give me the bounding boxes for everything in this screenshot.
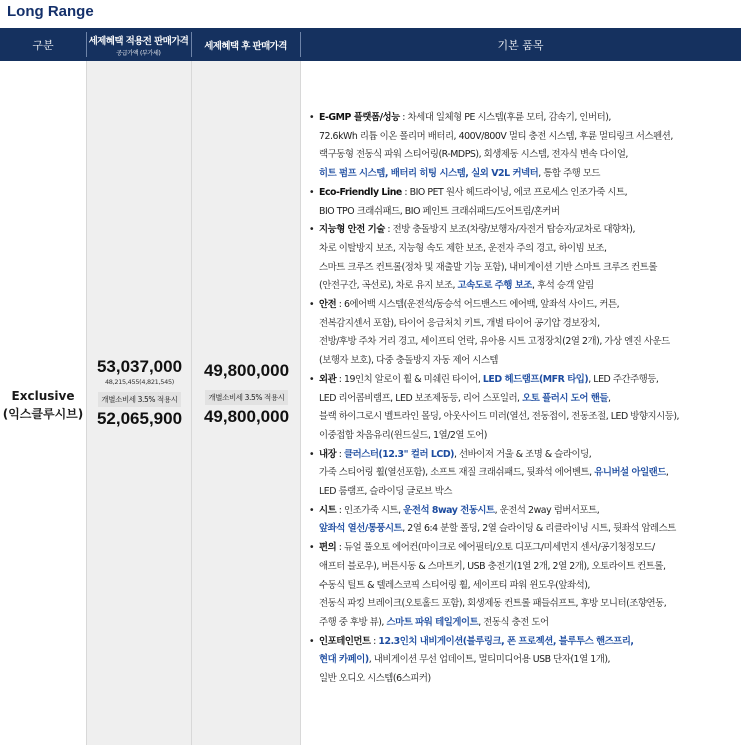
feature-text: 수동식 틸트 & 텔레스코픽 스티어링 휠, 세이프티 파워 윈도우(앞좌석),: [319, 579, 590, 591]
bullet-icon: •: [309, 635, 315, 647]
feature-text: , 2열 6:4 분할 폴딩, 2열 슬라이딩 & 리클라이닝 시트, 뒷좌석 암레스트: [402, 523, 676, 535]
feature-highlight: 고속도로 주행 보조: [457, 280, 533, 292]
feature-text: 인조가죽 시트,: [344, 504, 404, 516]
feature-separator: :: [336, 504, 344, 516]
feature-title: 지능형 안전 기술: [319, 224, 385, 236]
feature-text: ,: [665, 467, 669, 479]
feature-text: , 선바이저 거울 & 조명 & 슬라이딩,: [454, 448, 592, 460]
feature-item: [309, 109, 737, 184]
price-before-block: [87, 357, 192, 429]
feature-line: [319, 371, 737, 390]
bullet-icon: •: [309, 542, 315, 554]
feature-separator: :: [336, 448, 344, 460]
feature-title: 내장: [319, 448, 337, 460]
feature-separator: :: [336, 373, 344, 385]
feature-line: [319, 333, 737, 352]
feature-text: , 운전석 2way 럼버서포트,: [494, 504, 600, 516]
trim-name-kr: (익스클루시브): [2, 407, 84, 421]
feature-title: 편의: [319, 542, 337, 554]
feature-line: [319, 315, 737, 334]
feature-text: , 통합 주행 모드: [538, 168, 601, 180]
feature-text: , 내비게이션 무선 업데이트, 멀티미디어용 USB 단자(1열 1개),: [368, 654, 611, 666]
feature-line: [319, 390, 737, 409]
feature-highlight: LED 헤드램프(MFR 타입): [482, 373, 589, 385]
feature-item: [309, 539, 737, 633]
feature-text: , 전동식 충전 도어: [478, 616, 549, 628]
trim-name-en: Exclusive: [11, 389, 75, 403]
feature-separator: :: [384, 224, 393, 236]
feature-highlight: 오토 플러시 도어 핸들: [522, 392, 609, 404]
feature-line: [319, 221, 737, 240]
feature-title: 시트: [319, 504, 337, 516]
feature-text: BIO TPO 크래쉬패드, BIO 페인트 크래쉬패드/도어트림/혼커버: [319, 205, 560, 217]
feature-highlight: 앞좌석 열선/통풍시트: [319, 523, 403, 535]
header-price-before: [86, 28, 191, 61]
feature-line: [319, 352, 737, 371]
feature-text: 애프터 블로우), 버튼시동 & 스마트키, USB 충전기(1열 2개, 2열 2개), 오토라이트 컨트롤,: [319, 560, 666, 572]
header-price-after: 세제혜택 후 판매가격: [204, 40, 287, 52]
feature-separator: :: [336, 299, 344, 311]
feature-highlight: 히트 펌프 시스템, 배터리 히팅 시스템, 실외 V2L 커넥터: [319, 168, 539, 180]
header-price-main: 세제혜택 적용전 판매가격: [88, 35, 189, 47]
feature-title: 안전: [319, 299, 337, 311]
bullet-icon: •: [309, 299, 315, 311]
feature-list: [309, 109, 737, 689]
feature-text: 듀얼 풀오토 에어컨(마이크로 에어필터/오토 디포그/미세먼지 센서/공기청정모드/: [344, 542, 655, 554]
section-title: Long Range: [7, 3, 94, 20]
feature-text: 이중접합 차음유리(윈드실드, 1열/2열 도어): [319, 429, 487, 441]
feature-title: E-GMP 플랫폼/성능: [319, 112, 400, 123]
tax-note-after: 개별소비세 3.5% 적용시: [205, 390, 287, 405]
feature-text: , 후석 승객 알림: [532, 280, 594, 292]
feature-text: 랙구동형 전동식 파워 스티어링(R-MDPS), 회생제동 시스템, 전자식 변속 다이얼,: [319, 149, 628, 161]
feature-text: 차세대 일체형 PE 시스템(후륜 모터, 감속기, 인버터),: [407, 112, 611, 123]
feature-line: [319, 633, 737, 652]
feature-text: 전방/후방 주차 거리 경고, 세이프티 언락, 유아용 시트 고정장치(2열 2개), 가상 엔진 사운드: [319, 336, 670, 348]
feature-text: 19인치 알로이 휠 & 미쉐린 타이어,: [344, 373, 483, 385]
feature-line: [319, 670, 737, 689]
feature-separator: :: [336, 542, 344, 554]
feature-line: [319, 483, 737, 502]
bullet-icon: •: [309, 373, 315, 385]
trim-name: [0, 387, 86, 423]
supply-price: 48,215,455(4,821,545): [104, 378, 175, 386]
feature-line: [319, 502, 737, 521]
header-category: 구분: [32, 38, 54, 52]
feature-item: [309, 633, 737, 689]
feature-text: 차로 이탈방지 보조, 지능형 속도 제한 보조, 운전자 주의 경고, 하이빔 보조,: [319, 242, 607, 254]
trim-category-cell: [0, 61, 86, 745]
feature-highlight: 12.3인치 내비게이션(블루링크, 폰 프로젝션, 블루투스 핸즈프리,: [378, 635, 634, 647]
bullet-icon: •: [309, 112, 315, 123]
price-before-cell: [86, 61, 192, 745]
feature-line: [319, 277, 737, 296]
tax-note: 개별소비세 3.5% 적용시: [98, 392, 180, 407]
bullet-icon: •: [309, 224, 315, 236]
price-before-tax35-value: 52,065,900: [96, 409, 183, 428]
feature-item: [309, 371, 737, 446]
feature-item: [309, 446, 737, 502]
feature-line: [319, 109, 737, 128]
feature-highlight: 유니버설 아일랜드: [594, 467, 666, 479]
feature-title: Eco-Friendly Line: [319, 186, 402, 198]
price-after-block: [192, 361, 301, 427]
basic-items-cell: [300, 61, 741, 745]
header-price-sub: 공급가액 (부가세): [116, 49, 161, 57]
feature-line: [319, 595, 737, 614]
feature-line: [319, 464, 737, 483]
feature-text: LED 룸램프, 슬라이딩 글로브 박스: [319, 486, 452, 498]
feature-title: 외관: [319, 373, 337, 385]
price-after-cell: [191, 61, 301, 745]
feature-highlight: 스마트 파워 테일게이트: [386, 616, 479, 628]
feature-separator: :: [370, 635, 379, 647]
table-header: [0, 28, 741, 61]
feature-text: 전동식 파킹 브레이크(오토홀드 포함), 회생제동 컨트롤 패들쉬프트, 후방 모니터(조향연동,: [319, 598, 667, 610]
feature-line: [319, 539, 737, 558]
feature-separator: :: [401, 186, 410, 198]
feature-highlight: 클러스터(12.3" 컬러 LCD): [344, 448, 454, 460]
feature-text: 전복감지센서 포함), 타이어 응급처치 키트, 개별 타이어 공기압 경보장치,: [319, 317, 600, 329]
feature-line: [319, 408, 737, 427]
feature-line: [319, 614, 737, 633]
feature-item: [309, 296, 737, 371]
feature-item: [309, 221, 737, 296]
feature-text: BIO PET 원사 헤드라이닝, 에코 프로세스 인조가죽 시트,: [409, 186, 628, 198]
feature-separator: :: [399, 112, 408, 123]
feature-text: 블랙 하이그로시 벨트라인 몰딩, 아웃사이드 미러(열선, 전동접이, 전동조절, LED 방향지시등),: [319, 411, 680, 423]
feature-text: 일반 오디오 시스템(6스피커): [319, 673, 431, 685]
feature-line: [319, 203, 737, 222]
feature-line: [319, 558, 737, 577]
feature-item: [309, 502, 737, 539]
bullet-icon: •: [309, 186, 315, 198]
bullet-icon: •: [309, 504, 315, 516]
feature-text: 전방 충돌방지 보조(차량/보행자/자전거 탑승자/교차로 대향차),: [392, 224, 636, 236]
feature-line: [319, 146, 737, 165]
feature-text: , LED 주간주행등,: [588, 373, 659, 385]
price-after-tax35-value: 49,800,000: [203, 407, 290, 426]
feature-line: [319, 520, 737, 539]
feature-highlight: 운전석 8way 전동시트: [403, 504, 495, 516]
feature-line: [319, 240, 737, 259]
feature-text: (안전구간, 곡선로), 차로 유지 보조,: [319, 280, 458, 292]
feature-line: [319, 577, 737, 596]
feature-text: (보행자 보호), 다중 충돌방지 자동 제어 시스템: [319, 355, 499, 367]
feature-line: [319, 128, 737, 147]
header-basic-items: 기본 품목: [497, 38, 544, 52]
feature-text: 가죽 스티어링 휠(열선포함), 소프트 재질 크래쉬패드, 뒷좌석 에어벤트,: [319, 467, 595, 479]
price-after-value: 49,800,000: [203, 361, 290, 380]
feature-line: [319, 259, 737, 278]
feature-text: 72.6kWh 리튬 이온 폴리머 배터리, 400V/800V 멀티 충전 시스템, 후륜 멀티링크 서스펜션,: [319, 130, 673, 142]
feature-text: LED 리어콤비램프, LED 보조제동등, 리어 스포일러,: [319, 392, 523, 404]
feature-text: 주행 중 후방 뷰),: [319, 616, 387, 628]
bullet-icon: •: [309, 448, 315, 460]
feature-line: [319, 165, 737, 184]
feature-line: [319, 296, 737, 315]
feature-text: ,: [608, 392, 611, 404]
feature-text: 6에어백 시스템(운전석/동승석 어드밴스드 에어백, 앞좌석 사이드, 커튼,: [344, 299, 620, 311]
feature-text: 스마트 크루즈 컨트롤(정차 및 재출발 기능 포함), 내비게이션 기반 스마트 크루즈 컨트롤: [319, 261, 657, 273]
trim-row: [0, 61, 741, 745]
feature-highlight: 현대 카페이): [319, 654, 369, 666]
feature-line: [319, 651, 737, 670]
feature-line: [319, 427, 737, 446]
price-before-value: 53,037,000: [96, 357, 183, 376]
feature-title: 인포테인먼트: [319, 635, 371, 647]
feature-item: [309, 184, 737, 221]
feature-line: [319, 446, 737, 465]
feature-line: [319, 184, 737, 203]
